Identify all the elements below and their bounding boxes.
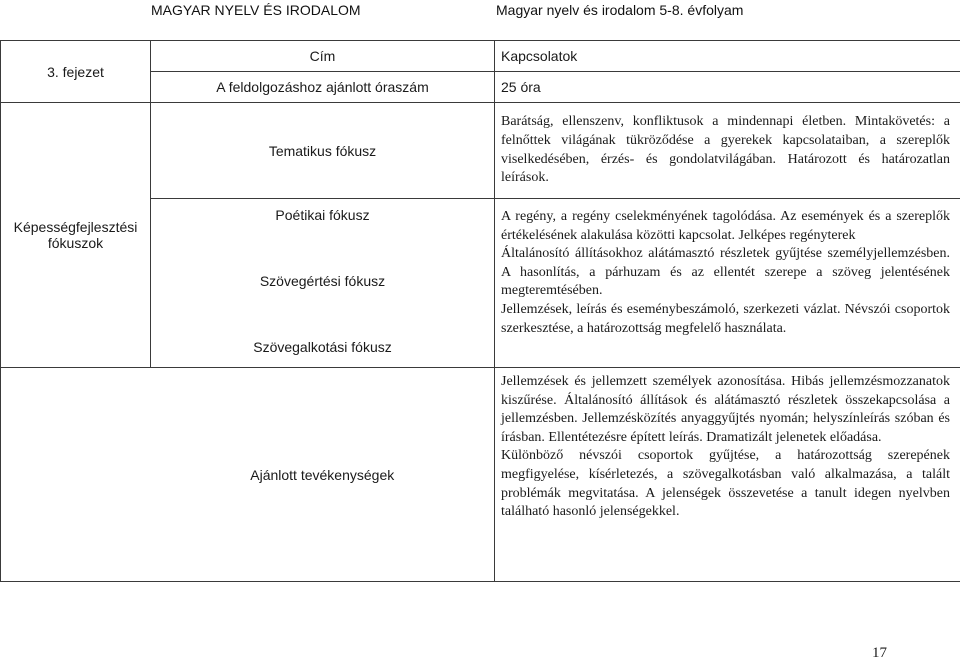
focus-texts <box>495 199 960 368</box>
title-value: Kapcsolatok <box>495 41 960 72</box>
comprehension-text: Általánosító állításokhoz alátámasztó részletek gyűjtése személyjellemzésben. A hasonlítás, a párhuzam és az ellentét szerepe a szöveg jelentésének megteremtésében. <box>501 245 950 301</box>
hours-label: A feldolgozáshoz ajánlott óraszám <box>151 72 495 103</box>
hours-value: 25 óra <box>495 72 960 103</box>
chapter-cell: 3. fejezet <box>1 41 151 103</box>
page-number: 17 <box>872 645 887 662</box>
poetic-text: A regény, a regény cselekményének tagolódása. Az események és a szereplők értékelésének alakulása közötti kapcsolat. Jelképes regényterek <box>501 208 950 245</box>
comprehension-label: Szövegértési fókusz <box>151 273 494 289</box>
page-header <box>0 2 960 22</box>
composition-label: Szövegalkotási fókusz <box>151 339 494 355</box>
focus-labels <box>151 199 495 368</box>
curriculum-table <box>0 40 960 582</box>
header-subject: MAGYAR NYELV ÉS IRODALOM <box>151 2 361 18</box>
activities-empty-cell <box>1 368 151 582</box>
header-course: Magyar nyelv és irodalom 5-8. évfolyam <box>496 2 743 18</box>
thematic-label: Tematikus fókusz <box>151 103 495 199</box>
skills-label: Képességfejlesztési fókuszok <box>1 103 151 368</box>
activities-text-1: Jellemzések és jellemzett személyek azonosítása. Hibás jellemzésmozzanatok kiszűrése. Általánosító állítások és alátámasztó részletek összekapcsolása a jellemzésben. Jellemzésközítés anyaggyűjtés nyomán; helyszínleírás szóban és írásban. Ellentétezésre épített leírás. Dramatizált jelenetek előadása. <box>501 373 950 447</box>
activities-label: Ajánlott tevékenységek <box>151 368 495 582</box>
activities-text-2: Különböző névszói csoportok gyűjtése, a határozottság szerepének megfigyelése, kísérletezés, a szövegalkotásban való alkalmazása, a talált problémák megvitatása. A jelenségek összevetése a tanult idegen nyelvben található hasonló jelenségekkel. <box>501 447 950 521</box>
activities-texts <box>495 368 960 582</box>
thematic-text: Barátság, ellenszenv, konfliktusok a mindennapi életben. Mintakövetés: a felnőttek világának tükröződése a gyerekek kapcsolataiban, a szereplők viselkedésében, érzés- és gondolatvilágában. Határozott és határozatlan leírások. <box>495 103 960 199</box>
poetic-label: Poétikai fókusz <box>151 207 494 223</box>
title-label: Cím <box>151 41 495 72</box>
composition-text: Jellemzések, leírás és eseménybeszámoló, szerkezeti vázlat. Névszói csoportok szerkesztése, a határozottság megfelelő használata. <box>501 301 950 338</box>
